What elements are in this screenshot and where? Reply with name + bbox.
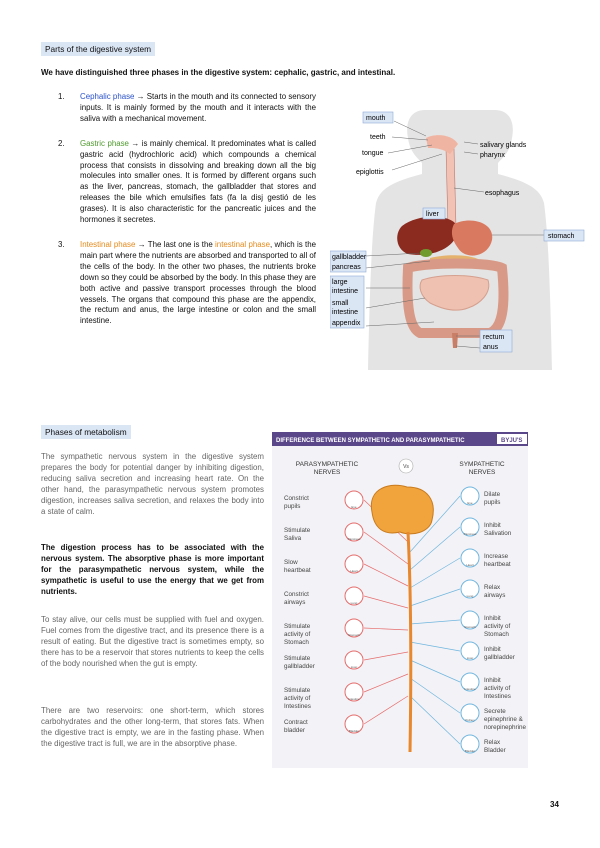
organ-icon-label: Lung	[350, 601, 358, 605]
symp-entry-text: Salivation	[484, 530, 512, 537]
organ-icon-label: Bladder	[348, 729, 360, 733]
para-entry	[284, 619, 363, 646]
intro-text: We have distinguished three phases in the digestive system: cephalic, gastric, and intestinal.	[41, 68, 396, 77]
symp-entry-text: Stomach	[484, 631, 509, 638]
spinal-cord	[408, 532, 411, 752]
label-salivary-glands: salivary glands	[480, 142, 527, 149]
symp-entry	[461, 611, 510, 638]
rectum-shape	[452, 333, 458, 348]
organ-icon-label: Heart	[350, 569, 358, 573]
para-nerve-line	[364, 628, 408, 630]
para-entry	[284, 651, 363, 670]
symp-entry	[461, 704, 527, 731]
digestive-system-diagram	[330, 108, 585, 370]
label-appendix: appendix	[332, 320, 361, 327]
symp-nerve-line	[410, 696, 460, 744]
organ-icon-label: Pancreas	[463, 532, 477, 536]
item-text: The last one is the	[145, 239, 216, 249]
organ-icon-label: Intestine	[348, 697, 360, 701]
organ-icon-label: Eye	[351, 505, 357, 509]
label-liver: liver	[426, 211, 439, 218]
term-intestinal-phase-2: intestinal phase	[215, 239, 270, 249]
para-entry-text: pupils	[284, 503, 301, 510]
symp-entry-text: gallbladder	[484, 654, 515, 661]
symp-entry-text: heartbeat	[484, 561, 511, 568]
para-entry-text: heartbeat	[284, 567, 311, 574]
para-entry-text: Constrict	[284, 495, 309, 502]
symp-entry-text: Inhibit	[484, 522, 501, 529]
label-rectum: rectum	[483, 334, 505, 341]
symp-title-nerves: NERVES	[468, 469, 496, 476]
symp-entry	[461, 580, 505, 599]
symp-entry-text: Intestines	[484, 693, 511, 700]
symp-entry	[461, 642, 515, 661]
para-entry	[284, 523, 363, 542]
label-anus: anus	[483, 344, 499, 351]
organ-icon-label: Eye	[467, 501, 473, 505]
list-item-gastric	[58, 139, 316, 226]
symp-nerve-line	[410, 620, 460, 624]
organ-icon-label: Lung	[466, 594, 474, 598]
organ-icon-label: Kidney	[465, 718, 475, 722]
term-cephalic-phase: Cephalic phase	[80, 92, 135, 101]
label-large: large	[332, 279, 348, 286]
arrow: →	[137, 239, 146, 249]
item-text: Starts in the mouth and its connected to sensory inputs. It is mainly formed by the mouth and it interacts with the saliva with a mechanical movement.	[80, 92, 316, 123]
label-stomach: stomach	[548, 233, 575, 240]
list-number: 3.	[58, 239, 65, 249]
para-nerve-line	[364, 564, 408, 586]
para-title: PARASYMPATHETIC	[295, 461, 359, 468]
organ-icon-label: Bladder	[464, 749, 476, 753]
symp-entry-text: activity of	[484, 623, 511, 630]
para-nerve-line	[364, 652, 408, 660]
label-small: small	[332, 300, 349, 307]
para-entry-text: Saliva	[284, 535, 302, 542]
term-intestinal-phase: Intestinal phase	[80, 239, 136, 249]
symp-entry-text: airways	[484, 592, 506, 599]
organ-icon-label: Liver	[466, 656, 474, 660]
para-entry-text: activity of	[284, 695, 311, 702]
label-tongue: tongue	[362, 150, 384, 157]
label-epiglottis: epiglottis	[356, 169, 384, 176]
para-entry	[284, 587, 363, 606]
label-pancreas: pancreas	[332, 264, 361, 271]
para-entry-text: Contract	[284, 719, 308, 726]
para-entry-text: Stimulate	[284, 527, 311, 534]
para-entry-text: Stimulate	[284, 655, 311, 662]
page-number: 34	[550, 800, 559, 809]
section-title-metabolism: Phases of metabolism	[41, 425, 131, 439]
symp-entry-text: Bladder	[484, 747, 506, 754]
label-mouth: mouth	[366, 115, 386, 122]
symp-entry	[461, 549, 511, 568]
organ-icon-label: Pancreas	[347, 537, 361, 541]
sympathetic-parasympathetic-diagram	[272, 432, 528, 768]
symp-entry	[461, 518, 512, 537]
symp-entry-text: Relax	[484, 584, 501, 591]
para-entry-text: airways	[284, 599, 306, 606]
gallbladder-shape	[420, 249, 432, 257]
symp-entry-text: Inhibit	[484, 646, 501, 653]
symp-entry-text: norepinephrine	[484, 724, 527, 731]
symp-entry	[461, 735, 506, 754]
brain-shape	[371, 485, 433, 534]
organ-icon-label: Stomach	[464, 625, 476, 629]
symp-entry-text: Secrete	[484, 708, 506, 715]
para-entry-text: Stimulate	[284, 687, 311, 694]
para-entry	[284, 555, 363, 574]
label-small-intestine: intestine	[332, 309, 359, 316]
label-large-intestine: intestine	[332, 288, 359, 295]
organ-icon-label: Liver	[350, 665, 358, 669]
para-nerve-line	[364, 596, 408, 608]
para-nerve-line	[364, 696, 408, 724]
symp-entry-text: Inhibit	[484, 677, 501, 684]
vs-label: Vs	[403, 464, 409, 470]
symp-nerve-line	[410, 589, 460, 606]
arrow: →	[131, 138, 140, 148]
paragraph-reservoirs: There are two reservoirs: one short-term, which stores carbohydrates and the other long-term, that stores fats. When the digestive tract is empty, we are in the fasting phase. When the digestive tract is full, we are in the absorptive phase.	[41, 706, 264, 748]
symp-entry	[461, 673, 511, 700]
arrow: →	[136, 92, 145, 101]
symp-entry-text: pupils	[484, 499, 501, 506]
symp-title: SYMPATHETIC	[459, 461, 505, 468]
label-esophagus: esophagus	[485, 190, 520, 197]
list-number: 2.	[58, 138, 65, 148]
para-entry-text: Stomach	[284, 639, 309, 646]
item-text: is mainly chemical. It predominates what is called gastric acid (hydrochloric acid) which compounds a chemical process that consists in dissolving and breaking down all the big molecules into smaller ones. It is formed by different organs such as the liver, pancreas, stomach, the gallbladder that stores and releases the bile which emulsifies fats (fa la disj gestió de les grases). It is also characteristic for the pancreatic juices and the hormones it secretes.	[80, 138, 316, 225]
para-entry	[284, 715, 363, 734]
organ-icon-label: Intestine	[464, 687, 476, 691]
organ-icon-label: Heart	[466, 563, 474, 567]
item-text: , which is the main part where the nutrients are absorbed and transported to all of the cells of the body. In the other two phases, the nutrients broke down so they could be absorbed by the body. In this phase they are both active and passive transport processes through the blood vessels. The organs that compound this phase are the appendix, the rectum and anus, the large intestine or colon and the small intestine.	[80, 239, 316, 326]
list-item-cephalic	[58, 92, 316, 125]
diagram-header: DIFFERENCE BETWEEN SYMPATHETIC AND PARASYMPATHETIC	[276, 438, 465, 444]
symp-nerve-line	[410, 558, 460, 588]
label-pharynx: pharynx	[480, 152, 505, 159]
phase-list	[58, 92, 316, 341]
para-entry-text: Slow	[284, 559, 298, 566]
para-entry-text: Intestines	[284, 703, 311, 710]
label-teeth: teeth	[370, 134, 386, 141]
paragraph-fuel: To stay alive, our cells must be supplied with fuel and oxygen. Fuel comes from the digestive tract, and its presence there is a result of eating. But the digestive tract is sometimes empty, so there has to be a reservoir that stores nutrients to keep the cells of the body nourished when the gut is empty.	[41, 615, 264, 668]
symp-entry	[461, 487, 501, 506]
brand-logo: BYJU'S	[501, 438, 523, 444]
label-gallbladder: gallbladder	[332, 254, 367, 261]
symp-entry-text: Dilate	[484, 491, 501, 498]
para-entry	[284, 683, 363, 710]
para-title-nerves: NERVES	[313, 469, 341, 476]
symp-nerve-line	[410, 678, 460, 713]
list-item-intestinal	[58, 240, 316, 327]
term-gastric-phase: Gastric phase	[80, 138, 129, 148]
para-nerve-line	[364, 532, 408, 564]
section-title-digestive: Parts of the digestive system	[41, 42, 155, 56]
symp-entry-text: Increase	[484, 553, 509, 560]
para-entry-text: Stimulate	[284, 623, 311, 630]
symp-entry-text: epinephrine &	[484, 716, 523, 723]
para-nerve-line	[364, 674, 408, 692]
symp-entry-text: Inhibit	[484, 615, 501, 622]
symp-entry-text: Relax	[484, 739, 501, 746]
para-entry-text: bladder	[284, 727, 306, 734]
symp-entry-text: activity of	[484, 685, 511, 692]
para-entry	[284, 491, 363, 510]
symp-nerve-line	[410, 660, 460, 682]
organ-icon-label: Stomach	[348, 633, 360, 637]
para-entry-text: gallbladder	[284, 663, 315, 670]
para-entry-text: activity of	[284, 631, 311, 638]
para-entry-text: Constrict	[284, 591, 309, 598]
paragraph-sympathetic: The sympathetic nervous system in the digestive system prepares the body for potential danger by inhibiting digestion, reducing saliva secretion and increasing heart rate. On the other hand, the parasympathetic nervous system promotes digestion, increases saliva secretion, and relaxes the body into a state of calm.	[41, 452, 264, 516]
list-number: 1.	[58, 92, 65, 101]
paragraph-digestion-process: The digestion process has to be associated with the nervous system. The absorptive phase is more important for the parasympathetic nervous system, while the sympathetic is useful to use the energy that we get from nutrients.	[41, 543, 264, 596]
symp-nerve-line	[410, 642, 460, 651]
